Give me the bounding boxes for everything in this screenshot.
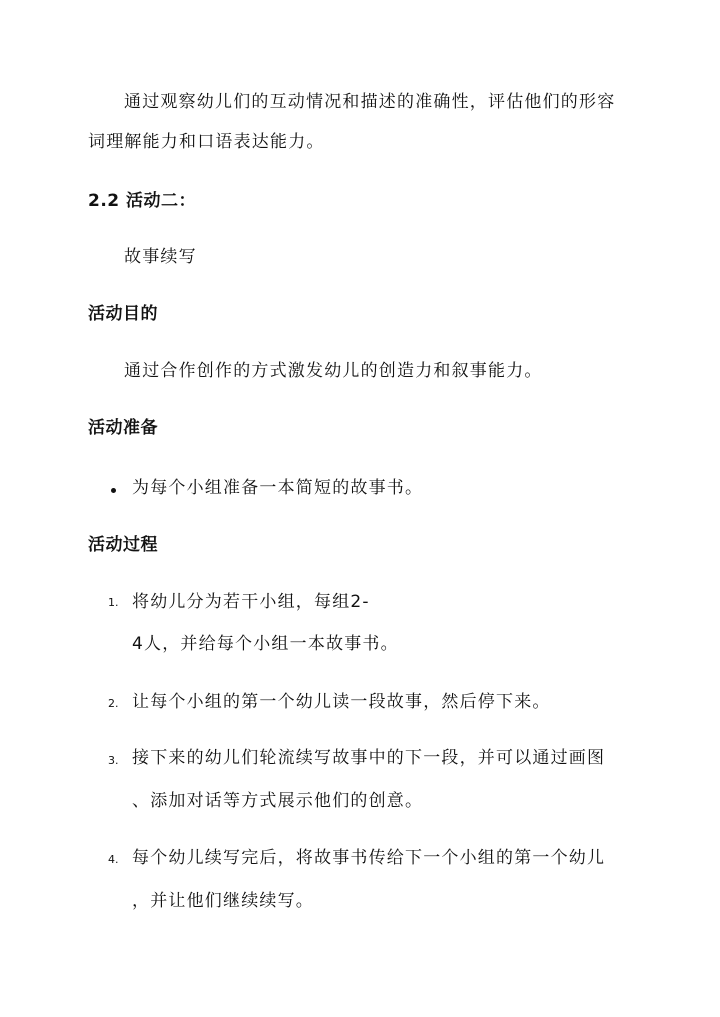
bullet-icon [111, 488, 116, 493]
list-number-3: 3. [108, 754, 119, 767]
process-item-4-line-1: 每个幼儿续写完后，将故事书传给下一个小组的第一个幼儿 [132, 848, 606, 868]
process-item-2-line-1: 让每个小组的第一个幼儿读一段故事，然后停下来。 [132, 692, 551, 712]
process-item-1-line-2: 4人，并给每个小组一本故事书。 [132, 634, 399, 654]
prep-item-1: 为每个小组准备一本简短的故事书。 [132, 478, 424, 498]
activity-name: 故事续写 [124, 247, 197, 267]
process-item-3-line-2: 、添加对话等方式展示他们的创意。 [132, 791, 424, 811]
list-number-4: 4. [108, 853, 119, 866]
section-heading: 2.2 活动二： [88, 191, 197, 211]
process-item-1-line-1: 将幼儿分为若干小组，每组2- [132, 592, 370, 612]
goal-text: 通过合作创作的方式激发幼儿的创造力和叙事能力。 [124, 361, 543, 381]
list-number-2: 2. [108, 697, 119, 710]
intro-line-1: 通过观察幼儿们的互动情况和描述的准确性，评估他们的形容 [124, 92, 616, 112]
goal-heading: 活动目的 [88, 304, 158, 324]
intro-line-2: 词理解能力和口语表达能力。 [88, 132, 325, 152]
prep-heading: 活动准备 [88, 418, 158, 438]
process-item-4-line-2: ，并让他们继续续写。 [132, 891, 314, 911]
process-item-3-line-1: 接下来的幼儿们轮流续写故事中的下一段，并可以通过画图 [132, 748, 606, 768]
list-number-1: 1. [108, 596, 119, 609]
process-heading: 活动过程 [88, 535, 158, 555]
